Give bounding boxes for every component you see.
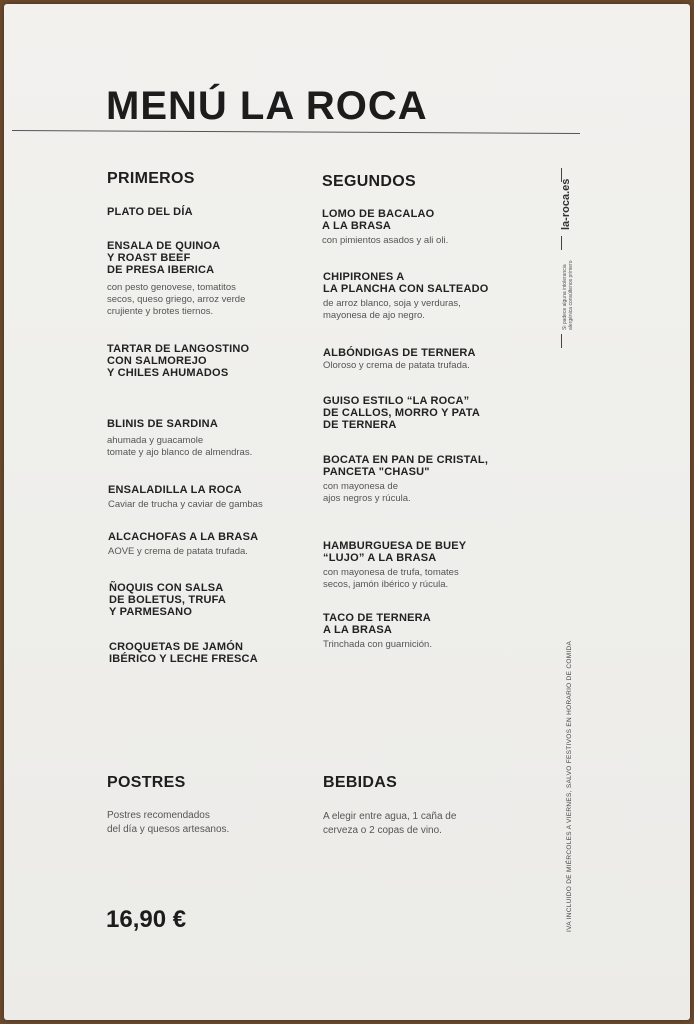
- item-name: CHIPIRONES A LA PLANCHA CON SALTEADO: [323, 271, 489, 295]
- item-desc: AOVE y crema de patata trufada.: [108, 546, 248, 557]
- primeros-item-4: [107, 418, 252, 459]
- item-name: LOMO DE BACALAO A LA BRASA: [322, 208, 435, 232]
- item-name: TARTAR DE LANGOSTINO CON SALMOREJO Y CHILES AHUMADOS: [107, 343, 250, 379]
- item-desc: de arroz blanco, soja y verduras, mayonesa de ajo negro.: [323, 298, 461, 321]
- item-name: ALCACHOFAS A LA BRASA: [108, 531, 259, 543]
- section-title-bebidas: BEBIDAS: [323, 774, 398, 791]
- item-desc: con mayonesa de ajos negros y rúcula.: [323, 481, 411, 504]
- primeros-item-6: [108, 531, 258, 558]
- item-name: BLINIS DE SARDINA: [107, 418, 218, 430]
- side-rule-middle: [561, 236, 562, 250]
- segundos-item-1: [322, 208, 448, 247]
- item-desc: Oloroso y crema de patata trufada.: [323, 360, 470, 371]
- primeros-item-7: [109, 582, 226, 618]
- item-name: ALBÓNDIGAS DE TERNERA: [323, 347, 476, 359]
- item-name: ENSALADILLA LA ROCA: [108, 484, 242, 496]
- item-name: ÑOQUIS CON SALSA DE BOLETUS, TRUFA Y PARMESANO: [109, 582, 227, 618]
- segundos-item-4: [323, 395, 480, 431]
- bebidas-desc: A elegir entre agua, 1 caña de cerveza o 2 copas de vino.: [323, 811, 457, 836]
- item-desc: con pimientos asados y ali oli.: [322, 235, 449, 246]
- segundos-item-2: [323, 271, 489, 322]
- item-name: TACO DE TERNERA A LA BRASA: [323, 612, 431, 636]
- item-name: ENSALA DE QUINOA Y ROAST BEEF DE PRESA IBERICA: [107, 240, 221, 276]
- section-title-primeros: PRIMEROS: [107, 170, 195, 187]
- menu-title: MENÚ LA ROCA: [106, 84, 428, 128]
- item-desc: ahumada y guacamole tomate y ajo blanco de almendras.: [107, 435, 253, 458]
- section-title-segundos: SEGUNDOS: [322, 173, 416, 190]
- primeros-item-2: [107, 240, 245, 318]
- allergy-notice: Si padece alguna intolerancia alergénica consúltenos primero: [562, 260, 574, 330]
- primeros-item-5: [108, 484, 263, 511]
- item-name: CROQUETAS DE JAMÓN IBÉRICO Y LECHE FRESCA: [109, 641, 258, 665]
- primeros-item-3: [107, 343, 249, 379]
- item-desc: con mayonesa de trufa, tomates secos, jamón ibérico y rúcula.: [323, 567, 459, 590]
- segundos-item-7: [323, 612, 432, 651]
- segundos-item-3: [323, 347, 476, 372]
- postres-desc: Postres recomendados del día y quesos artesanos.: [107, 810, 230, 835]
- section-title-postres: POSTRES: [107, 774, 186, 791]
- menu-sheet: [4, 4, 690, 1020]
- item-desc: Trinchada con guarnición.: [323, 639, 432, 650]
- item-name: GUISO ESTILO “LA ROCA” DE CALLOS, MORRO Y PATA DE TERNERA: [323, 395, 480, 431]
- primeros-item-8: [109, 641, 258, 665]
- side-rule-bottom: [561, 334, 562, 348]
- menu-price: 16,90 €: [106, 906, 187, 933]
- item-desc: con pesto genovese, tomatitos secos, queso griego, arroz verde crujiente y brotes tiernos.: [107, 282, 246, 317]
- primeros-item-1: [107, 206, 193, 218]
- item-desc: Caviar de trucha y caviar de gambas: [108, 499, 263, 510]
- segundos-item-5: [323, 454, 488, 505]
- website-label: la-roca.es: [560, 178, 572, 230]
- item-name: HAMBURGUESA DE BUEY “LUJO” A LA BRASA: [323, 540, 467, 564]
- iva-notice: IVA INCLUIDO DE MIÉRCOLES A VIERNES, SALVO FESTIVOS EN HORARIO DE COMIDA: [566, 640, 573, 932]
- item-name: PLATO DEL DÍA: [107, 206, 193, 218]
- item-name: BOCATA EN PAN DE CRISTAL, PANCETA "CHASU": [323, 454, 489, 478]
- segundos-item-6: [323, 540, 466, 591]
